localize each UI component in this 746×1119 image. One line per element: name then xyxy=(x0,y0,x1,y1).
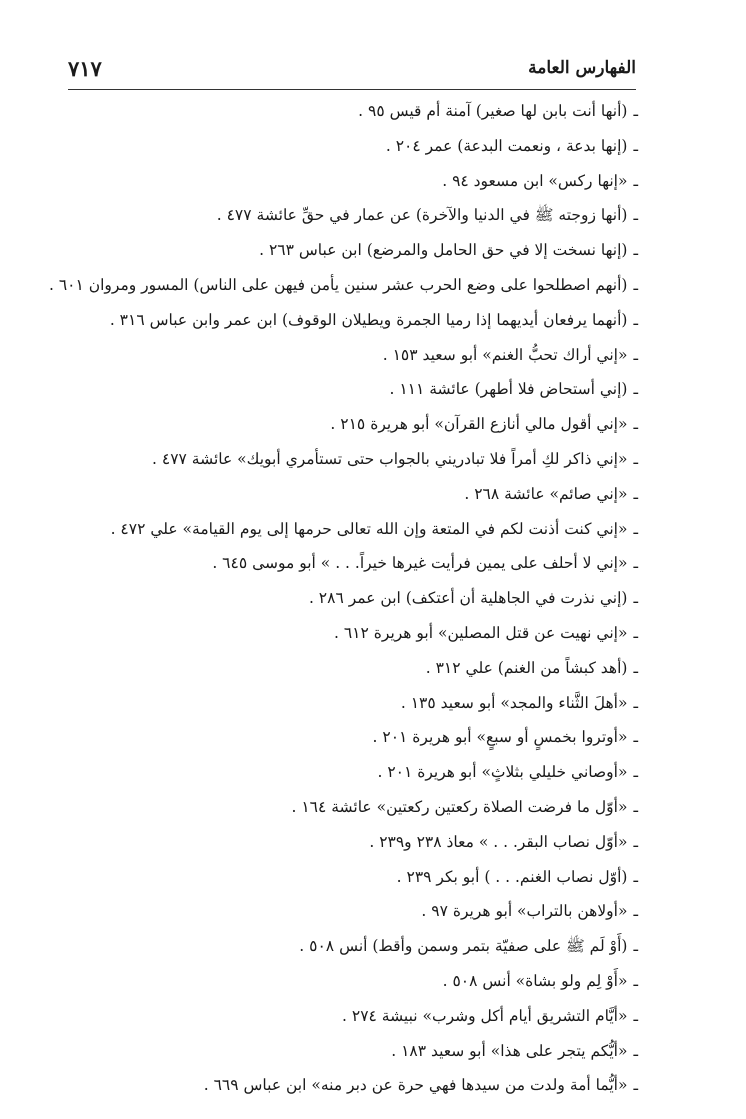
index-entry xyxy=(62,129,638,164)
entry-text: «إنها ركس» ابن مسعود ٩٤ . xyxy=(442,171,628,190)
entry-dash: ـ xyxy=(633,797,638,816)
index-entry xyxy=(62,372,638,407)
entry-text: «أوصاني خليلي بثلاثٍ» أبو هريرة ٢٠١ . xyxy=(377,763,628,782)
header-divider xyxy=(68,89,636,90)
index-entry-list xyxy=(48,94,638,1103)
index-entry xyxy=(62,616,638,651)
index-entry xyxy=(62,546,638,581)
entry-dash: ـ xyxy=(633,136,638,155)
entry-text: (إنها بدعة ، ونعمت البدعة) عمر ٢٠٤ . xyxy=(385,136,628,155)
running-title: الفهارس العامة xyxy=(528,58,636,78)
index-entry xyxy=(62,198,638,233)
entry-dash: ـ xyxy=(633,1041,638,1060)
index-entry xyxy=(62,894,638,929)
entry-dash: ـ xyxy=(633,937,638,956)
index-entry xyxy=(62,999,638,1034)
entry-text: «أيُّما أمة ولدت من سيدها فهي حرة عن دبر منه» ابن عباس ٦٦٩ . xyxy=(203,1076,628,1095)
index-entry xyxy=(62,477,638,512)
entry-text: «إني أراك تحبُّ الغنم» أبو سعيد ١٥٣ . xyxy=(382,345,628,364)
index-entry xyxy=(62,790,638,825)
index-entry xyxy=(62,1034,638,1069)
entry-dash: ـ xyxy=(633,415,638,434)
entry-dash: ـ xyxy=(633,658,638,677)
index-entry xyxy=(62,407,638,442)
entry-dash: ـ xyxy=(633,484,638,503)
entry-text: (أَوْ لَم ﷺ على صفيّة بتمر وسمن وأقط) أنس ٥٠٨ . xyxy=(299,937,628,956)
page-number: ٧١٧ xyxy=(68,56,102,81)
entry-text: «أيُّكم يتجر على هذا» أبو سعيد ١٨٣ . xyxy=(391,1041,628,1060)
index-entry xyxy=(62,303,638,338)
index-entry xyxy=(62,164,638,199)
entry-text: «إني صائم» عائشة ٢٦٨ . xyxy=(464,484,628,503)
entry-dash: ـ xyxy=(633,763,638,782)
entry-text: «أولاهن بالتراب» أبو هريرة ٩٧ . xyxy=(421,902,628,921)
entry-dash: ـ xyxy=(633,241,638,260)
entry-text: (أهد كبشاً من الغنم) علي ٣١٢ . xyxy=(425,658,628,677)
entry-text: «أوّل ما فرضت الصلاة ركعتين ركعتين» عائشة ١٦٤ . xyxy=(291,797,628,816)
index-entry xyxy=(62,338,638,373)
entry-text: «أيَّام التشريق أيام أكل وشرب» نبيشة ٢٧٤ . xyxy=(342,1006,628,1025)
entry-dash: ـ xyxy=(633,1076,638,1095)
entry-text: (أنها أنت بابن لها صغير) آمنة أم قيس ٩٥ . xyxy=(358,102,628,120)
entry-dash: ـ xyxy=(633,554,638,573)
entry-dash: ـ xyxy=(633,693,638,712)
entry-dash: ـ xyxy=(633,345,638,364)
entry-text: «أَوْ لِم ولو بشاة» أنس ٥٠٨ . xyxy=(442,971,628,990)
entry-dash: ـ xyxy=(633,728,638,747)
index-entry xyxy=(62,1068,638,1103)
entry-dash: ـ xyxy=(633,867,638,886)
entry-text: (أنهم اصطلحوا على وضع الحرب عشر سنين يأمن فيهن على الناس) المسور ومروان ٦٠١ . xyxy=(48,275,628,294)
entry-dash: ـ xyxy=(633,102,638,120)
entry-text: «أهلَ الثَّناء والمجد» أبو سعيد ١٣٥ . xyxy=(400,693,628,712)
entry-dash: ـ xyxy=(633,971,638,990)
page-header xyxy=(68,52,636,90)
index-entry xyxy=(62,964,638,999)
entry-text: (إني نذرت في الجاهلية أن أعتكف) ابن عمر ٢٨٦ . xyxy=(308,589,628,608)
entry-dash: ـ xyxy=(633,310,638,329)
entry-dash: ـ xyxy=(633,589,638,608)
index-entry xyxy=(62,442,638,477)
index-entry xyxy=(62,929,638,964)
entry-text: «أوتروا بخمسٍ أو سبعٍ» أبو هريرة ٢٠١ . xyxy=(372,728,628,747)
entry-text: (إنها نسخت إلا في حق الحامل والمرضع) ابن عباس ٢٦٣ . xyxy=(259,241,628,260)
index-entry xyxy=(62,860,638,895)
entry-text: «إني كنت أذنت لكم في المتعة وإن الله تعالى حرمها إلى يوم القيامة» علي ٤٧٢ . xyxy=(110,519,628,538)
entry-text: «إني أقول مالي أنازع القرآن» أبو هريرة ٢١٥ . xyxy=(330,415,628,434)
index-entry xyxy=(62,581,638,616)
entry-dash: ـ xyxy=(633,623,638,642)
entry-dash: ـ xyxy=(633,1006,638,1025)
entry-text: (أنهما يرفعان أيديهما إذا رميا الجمرة ويطيلان الوقوف) ابن عمر وابن عباس ٣١٦ . xyxy=(109,310,628,329)
entry-dash: ـ xyxy=(633,519,638,538)
index-entry xyxy=(62,512,638,547)
entry-dash: ـ xyxy=(633,171,638,190)
entry-dash: ـ xyxy=(633,275,638,294)
index-entry xyxy=(62,720,638,755)
index-entry xyxy=(62,825,638,860)
entry-dash: ـ xyxy=(633,380,638,399)
entry-dash: ـ xyxy=(633,832,638,851)
index-entry xyxy=(62,233,638,268)
entry-text: «إني ذاكر لكِ أمراً فلا تبادريني بالجواب حتى تستأمري أبويك» عائشة ٤٧٧ . xyxy=(152,449,628,468)
index-entry xyxy=(62,755,638,790)
entry-dash: ـ xyxy=(633,902,638,921)
entry-text: (إني أستحاض فلا أطهر) عائشة ١١١ . xyxy=(389,380,628,399)
index-entry xyxy=(48,268,638,303)
entry-dash: ـ xyxy=(633,449,638,468)
index-entry xyxy=(62,651,638,686)
index-entry xyxy=(62,94,638,129)
entry-text: (أوّل نصاب الغنم. . . ) أبو بكر ٢٣٩ . xyxy=(396,867,628,886)
entry-text: «إني لا أحلف على يمين فرأيت غيرها خيراً. . . » أبو موسى ٦٤٥ . xyxy=(212,554,628,573)
entry-text: (أنها زوجته ﷺ في الدنيا والآخرة) عن عمار في حقِّ عائشة ٤٧٧ . xyxy=(216,206,628,225)
index-entry xyxy=(62,686,638,721)
entry-text: «إني نهيت عن قتل المصلين» أبو هريرة ٦١٢ . xyxy=(334,623,628,642)
entry-dash: ـ xyxy=(633,206,638,225)
entry-text: «أوّل نصاب البقر. . . » معاذ ٢٣٨ و٢٣٩ . xyxy=(369,832,628,851)
